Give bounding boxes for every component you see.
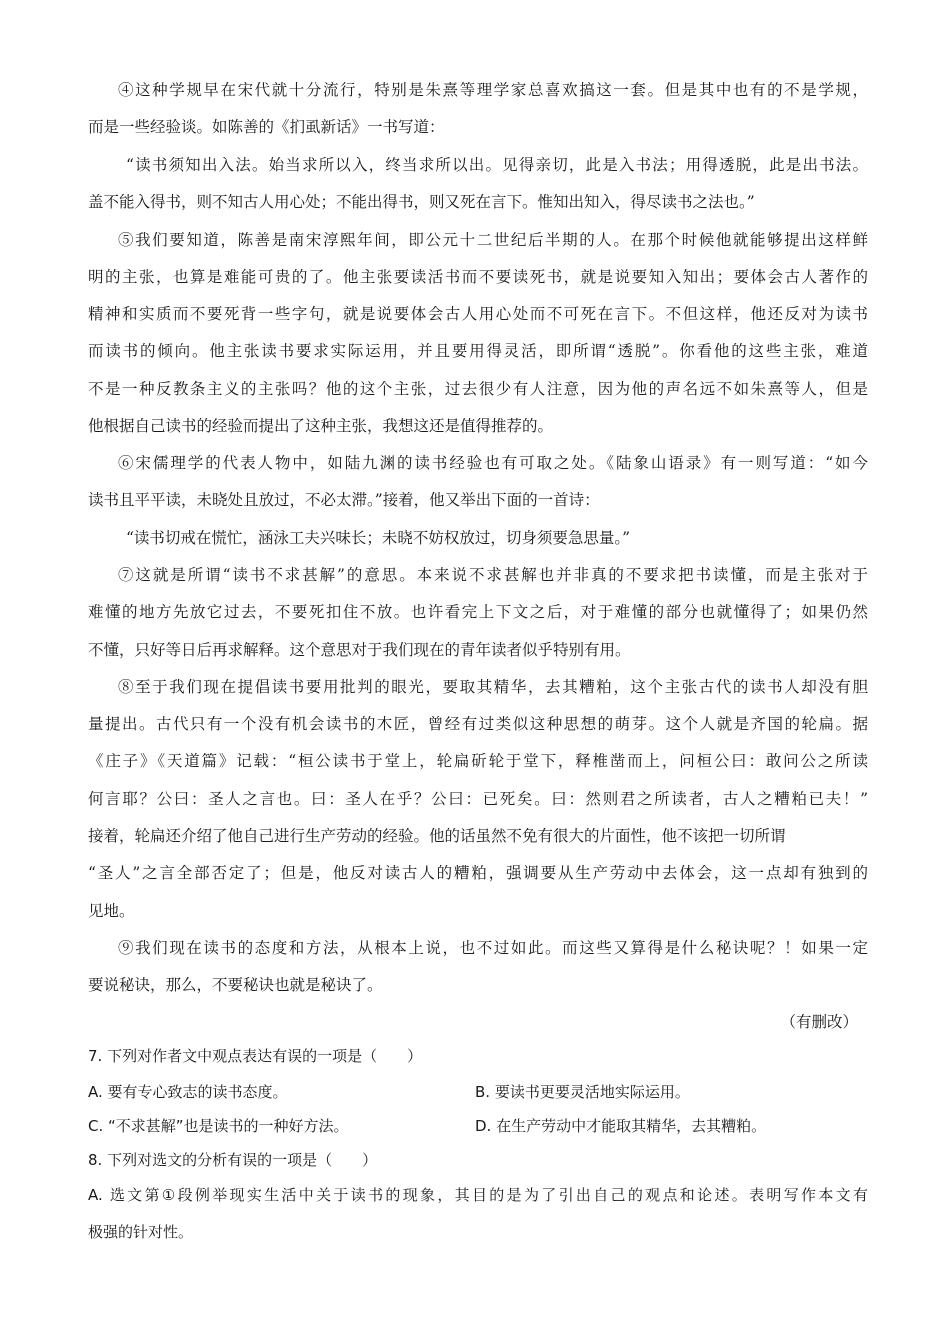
source-note: （有删改）	[780, 1013, 858, 1031]
paragraph-8-line-1: ⑧至于我们现在提倡读书要用批判的眼光，要取其精华，去其糟粕，这个主张古代的读书人却没有胆	[118, 678, 868, 696]
paragraph-5-line-1: ⑤我们要知道，陈善是南宋淳熙年间，即公元十二世纪后半期的人。在那个时候他就能够提出这样鲜	[118, 231, 868, 249]
paragraph-5-line-4: 而读书的倾向。他主张读书要求实际运用，并且要用得灵活，即所谓“透脱”。你看他的这些主张，难道	[88, 342, 868, 360]
question-7-option-d: D. 在生产劳动中才能取其精华，去其糟粕。	[475, 1117, 767, 1135]
paragraph-4-line-2: 而是一些经验谈。如陈善的《扪虱新话》一书写道：	[88, 118, 445, 136]
question-7-stem: 7. 下列对作者文中观点表达有误的一项是（ ）	[88, 1047, 423, 1065]
quote-1-line-1: “读书须知出入法。始当求所以入，终当求所以出。见得亲切，此是入书法；用得透脱，此是出书法。	[126, 156, 868, 174]
question-7-option-a: A. 要有专心致志的读书态度。	[88, 1083, 288, 1101]
paragraph-8-line-2: 量提出。古代只有一个没有机会读书的木匠，曾经有过类似这种思想的萌芽。这个人就是齐国的轮扁。据	[88, 715, 868, 733]
question-8-stem: 8. 下列对选文的分析有误的一项是（ ）	[88, 1151, 378, 1169]
paragraph-8-line-3: 《庄子》《天道篇》记载：“桓公读书于堂上，轮扁斫轮于堂下，释椎凿而上，问桓公曰：敢问公之所读	[88, 752, 868, 770]
paragraph-5-line-5: 不是一种反教条主义的主张吗？他的这个主张，过去很少有人注意，因为他的声名远不如朱熹等人，但是	[88, 380, 868, 398]
question-8-option-a-line-1: A. 选文第①段例举现实生活中关于读书的现象，其目的是为了引出自己的观点和论述。表明写作本文有	[88, 1186, 868, 1204]
paragraph-7-line-3: 不懂，只好等日后再求解释。这个意思对于我们现在的青年读者似乎特别有用。	[88, 641, 631, 659]
paragraph-8-line-5: 接着，轮扁还介绍了他自己进行生产劳动的经验。他的话虽然不免有很大的片面性，他不该把一切所谓	[88, 827, 786, 845]
paragraph-6-line-2: 读书且平平读，未晓处且放过，不必太滞。”接着，他又举出下面的一首诗：	[88, 491, 600, 509]
paragraph-7-line-1: ⑦这就是所谓“读书不求甚解”的意思。本来说不求甚解也并非真的不要求把书读懂，而是主张对于	[118, 566, 868, 584]
quote-1-line-2: 盖不能入得书，则不知古人用心处；不能出得书，则又死在言下。惟知出知入，得尽读书之法也。”	[88, 193, 755, 211]
question-7-option-c: C. “不求甚解”也是读书的一种好方法。	[88, 1117, 349, 1135]
question-8-option-a-line-2: 极强的针对性。	[88, 1223, 194, 1241]
paragraph-8-line-4: 何言耶？公曰：圣人之言也。曰：圣人在乎？公曰：已死矣。曰：然则君之所读者，古人之糟粕已夫！”	[88, 790, 868, 808]
paragraph-4-line-1: ④这种学规早在宋代就十分流行，特别是朱熹等理学家总喜欢搞这一套。但是其中也有的不是学规，	[118, 81, 868, 99]
paragraph-8-line-6: “圣人”之言全部否定了；但是，他反对读古人的糟粕，强调要从生产劳动中去体会，这一点却有独到的	[88, 864, 868, 882]
paragraph-7-line-2: 难懂的地方先放它过去，不要死扣住不放。也许看完上下文之后，对于难懂的部分也就懂得了；如果仍然	[88, 603, 868, 621]
paragraph-5-line-3: 精神和实质而不要死背一些字句，就是说要体会古人用心处而不可死在言下。不但这样，他还反对为读书	[88, 305, 868, 323]
quote-2-line-1: “读书切戒在慌忙，涵泳工夫兴味长；未晓不妨权放过，切身须要急思量。”	[126, 529, 631, 547]
paragraph-8-line-7: 见地。	[88, 902, 135, 920]
question-7-option-b: B. 要读书更要灵活地实际运用。	[475, 1083, 690, 1101]
paragraph-6-line-1: ⑥宋儒理学的代表人物中，如陆九渊的读书经验也有可取之处。《陆象山语录》有一则写道：“如今	[118, 454, 868, 472]
paragraph-9-line-1: ⑨我们现在读书的态度和方法，从根本上说，也不过如此。而这些又算得是什么秘诀呢？！如果一定	[118, 939, 868, 957]
paragraph-5-line-6: 他根据自己读书的经验而提出了这种主张，我想这还是值得推荐的。	[88, 417, 554, 435]
paragraph-9-line-2: 要说秘诀，那么，不要秘诀也就是秘诀了。	[88, 976, 383, 994]
paragraph-5-line-2: 明的主张，也算是难能可贵的了。他主张要读活书而不要读死书，就是说要知入知出；要体会古人著作的	[88, 268, 868, 286]
